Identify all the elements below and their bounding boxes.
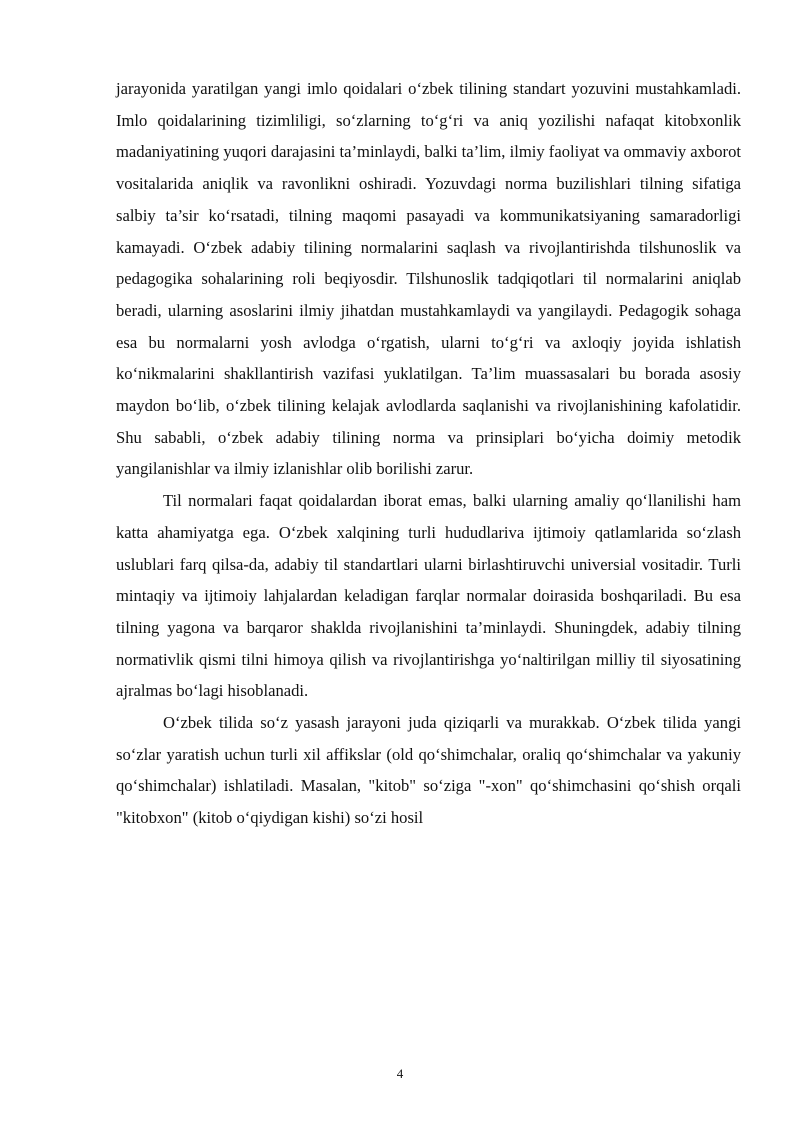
paragraph-2: Til normalari faqat qoidalardan iborat emas, balki ularning amaliy qo‘llanilishi ham katta ahamiyatga ega. O‘zbek xalqining turli hududlariva ijtimoiy qatlamlarida so‘zlash uslublari farq qilsa-da, adabiy til standartlari ularni birlashtiruvchi universial vositadir. Turli mintaqiy va ijtimoiy lahjalardan keladigan farqlar normalar doirasida boshqariladi. Bu esa tilning yagona va barqaror shaklda rivojlanishini ta’minlaydi. Shuningdek, adabiy tilning normativlik qismi tilni himoya qilish va rivojlantirishga yo‘naltirilgan milliy til siyosatining ajralmas bo‘lagi hisoblanadi. <box>116 491 741 701</box>
page-number: 4 <box>396 1066 404 1081</box>
paragraph-3: O‘zbek tilida so‘z yasash jarayoni juda qiziqarli va murakkab. O‘zbek tilida yangi so‘zlar yaratish uchun turli xil affikslar (old qo‘shimchalar, oraliq qo‘shimchalar va yakuniy qo‘shimchalar) ishlatiladi. Masalan, "kitob" so‘ziga "-xon" qo‘shimchasini qo‘shish orqali "kitobxon" (kitob o‘qiydigan kishi) so‘zi hosil <box>116 713 741 828</box>
body-text <box>116 73 741 834</box>
paragraph-1: jarayonida yaratilgan yangi imlo qoidalari o‘zbek tilining standart yozuvini mustahkamladi. Imlo qoidalarining tizimliligi, so‘zlarning to‘g‘ri va aniq yozilishi nafaqat kitobxonlik madaniyatining yuqori darajasini ta’minlaydi, balki ta’lim, ilmiy faoliyat va ommaviy axborot vositalarida aniqlik va ravonlikni oshiradi. Yozuvdagi norma buzilishlari tilning sifatiga salbiy ta’sir ko‘rsatadi, tilning maqomi pasayadi va kommunikatsiyaning samaradorligi kamayadi. O‘zbek adabiy tilining normalarini saqlash va rivojlantirishda tilshunoslik va pedagogika sohalarining roli beqiyosdir. Tilshunoslik tadqiqotlari til normalarini aniqlab beradi, ularning asoslarini ilmiy jihatdan mustahkamlaydi va yangilaydi. Pedagogik sohaga esa bu normalarni yosh avlodga o‘rgatish, ularni to‘g‘ri va axloqiy joyida ishlatish ko‘nikmalarini shakllantirish vazifasi yuklatilgan. Ta’lim muassasalari bu borada asosiy maydon bo‘lib, o‘zbek tilining kelajak avlodlarda saqlanishi va rivojlanishining kafolatidir. Shu sababli, o‘zbek adabiy tilining norma va prinsiplari bo‘yicha doimiy metodik yangilanishlar va ilmiy izlanishlar olib borilishi zarur. <box>116 79 741 479</box>
